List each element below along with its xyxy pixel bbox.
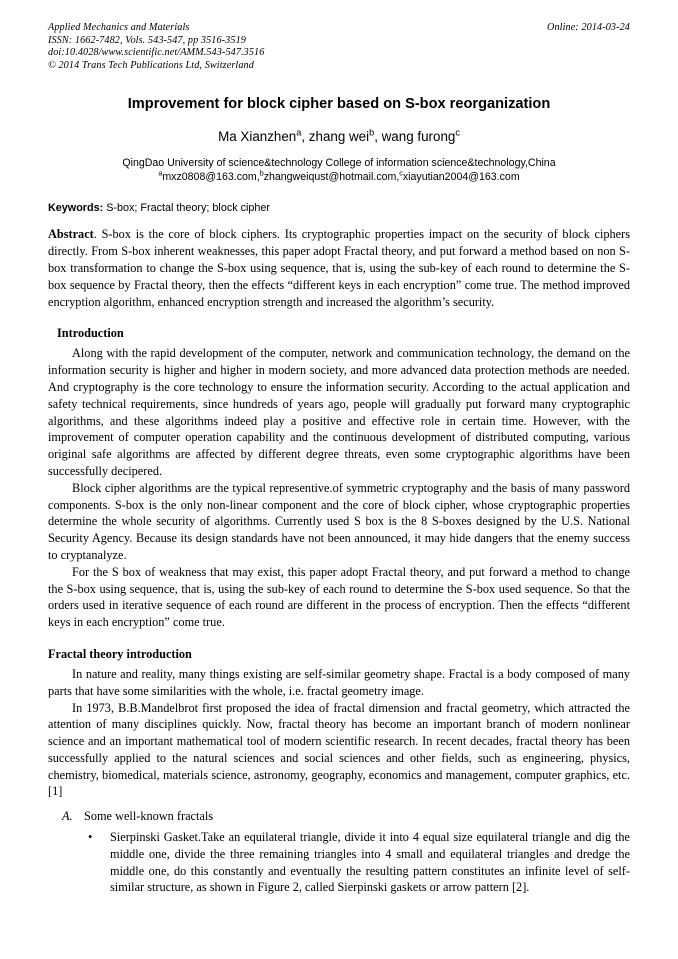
email-marker-2: b (259, 168, 264, 178)
abstract-text: . S-box is the core of block ciphers. Its cryptographic properties impact on the security of block ciphers directly. From S-box inherent weaknesses, this paper adopt Fractal theory, and put forward a method based on non S-box transformation to change the S-box using sequence, that is, using the sub-key of each round to determine the S-box sequence by Fractal theory, then the effects “different keys in each encryption” come true. The method improved encryption algorithm, enhanced encryption strength and increased the algorithm’s security. (48, 227, 630, 309)
keywords-line (48, 201, 630, 215)
list-item (48, 829, 630, 896)
fractal-bullet-list (48, 829, 630, 896)
introduction-paragraph-1: Along with the rapid development of the computer, network and communication technology, the demand on the information security is higher and higher in modern society, and more advanced data protection methods are needed. And cryptography is the core technology to ensure the information security. According to the actual application and safety technical requirements, since hundreds of years ago, people will gradually put forward many cryptographic algorithms, and these algorithms indeed play a positive and effective role in certain time. However, with the improvement of computer operation capability and the continuous development of distributed computing, various original safe algorithms are affected by different degree threats, even some cryptographic algorithms have been successfully decipered. (48, 346, 630, 478)
author-name-3: wang furong (381, 129, 456, 145)
journal-issn-line: ISSN: 1662-7482, Vols. 543-547, pp 3516-3519 (48, 34, 246, 46)
author-name-1: Ma Xianzhen (218, 129, 297, 145)
abstract-label: Abstract (48, 227, 94, 242)
bullet-icon: • (88, 830, 93, 845)
author-affiliation-marker-3: c (455, 127, 460, 138)
journal-online-date: Online: 2014-03-24 (546, 22, 630, 33)
introduction-paragraph-3: For the S box of weakness that may exist, this paper adopt Fractal theory, and put forward a method to change the S-box using sequence, that is, using the sub-key of each round to determine the S-box used sequence. So that the orders used in iterative sequence of each round are different in the process of encryption. Then the effects “different keys in each encryption” come true. (48, 564, 630, 630)
section-heading-fractal-theory: Fractal theory introduction (48, 646, 192, 661)
journal-header (48, 0, 630, 72)
keywords-value: S-box; Fractal theory; block cipher (103, 202, 271, 215)
author-affiliation-marker-2: b (369, 127, 375, 138)
introduction-paragraph-2: Block cipher algorithms are the typical representive.of symmetric cryptography and the basis of many password components. S-box is the only non-linear component and the core of block cipher, whose cryptographic properties determine the whole security of algorithms. Currently used S box is the 8 S-boxes designed by the U.S. National Security Agency. Because its design standards have not been announced, it may hide dangers that the enemy success to cryptanalyze. (48, 480, 630, 562)
page-title: Improvement for block cipher based on S-box reorganization (127, 96, 551, 113)
affiliation-line: QingDao University of science&technology College of information science&technology,China (122, 157, 556, 170)
author-name-2: zhang wei (308, 129, 370, 145)
author-affiliation-marker-1: a (296, 127, 302, 138)
email-marker-3: c (399, 168, 403, 178)
subsection-a-heading (48, 808, 630, 825)
subsection-title: Some well-known fractals (84, 809, 214, 824)
abstract-block (48, 226, 630, 310)
fractal-theory-paragraph-2: In 1973, B.B.Mandelbrot first proposed the idea of fractal dimension and fractal geometry, which attracted the attention of many disciplines quickly. Now, fractal theory has become an important branch of modern nonlinear science and an important mathematical tool of modern scientific research. In recent decades, fractal theory has been successfully applied to the natural sciences and social sciences and other fields, such as engineering, physics, chemistry, biomedical, materials science, astronomy, geography, economics and management, computer graphics, etc. [1] (48, 700, 630, 799)
journal-doi-line: doi:10.4028/www.scientific.net/AMM.543-547.3516 (48, 47, 265, 59)
page-content (48, 0, 630, 896)
email-line (48, 168, 630, 185)
journal-name: Applied Mechanics and Materials (48, 22, 190, 33)
author-separator-1: , (301, 129, 309, 145)
fractal-theory-paragraph-1: In nature and reality, many things existing are self-similar geometry shape. Fractal is a body composed of many parts that have some similarities with the whole, i.e. fractal geometry image. (48, 666, 630, 698)
section-heading-introduction: Introduction (57, 326, 124, 341)
keywords-label: Keywords: (48, 202, 104, 215)
list-item-text: Sierpinski Gasket.Take an equilateral triangle, divide it into 4 equal size equilateral triangle and dig the middle one, divide the three remaining triangles into 4 small and equilateral triangles and dredge the middle one, do this constantly and eventually the resulting pattern constitutes an infinite level of self-similar structure, as shown in Figure 2, called Sierpinski gaskets or arrow pattern [2]. (110, 830, 630, 895)
email-address-3: xiayutian2004@163.com (402, 170, 520, 183)
author-list (48, 128, 630, 145)
email-address-1: mxz0808@163.com, (162, 170, 260, 183)
journal-copyright-line: © 2014 Trans Tech Publications Ltd, Switzerland (48, 59, 254, 71)
email-marker-1: a (158, 168, 163, 178)
email-address-2: zhangweiqust@hotmail.com, (263, 170, 400, 183)
author-separator-2: , (374, 129, 382, 145)
subsection-letter: A. (62, 809, 73, 824)
